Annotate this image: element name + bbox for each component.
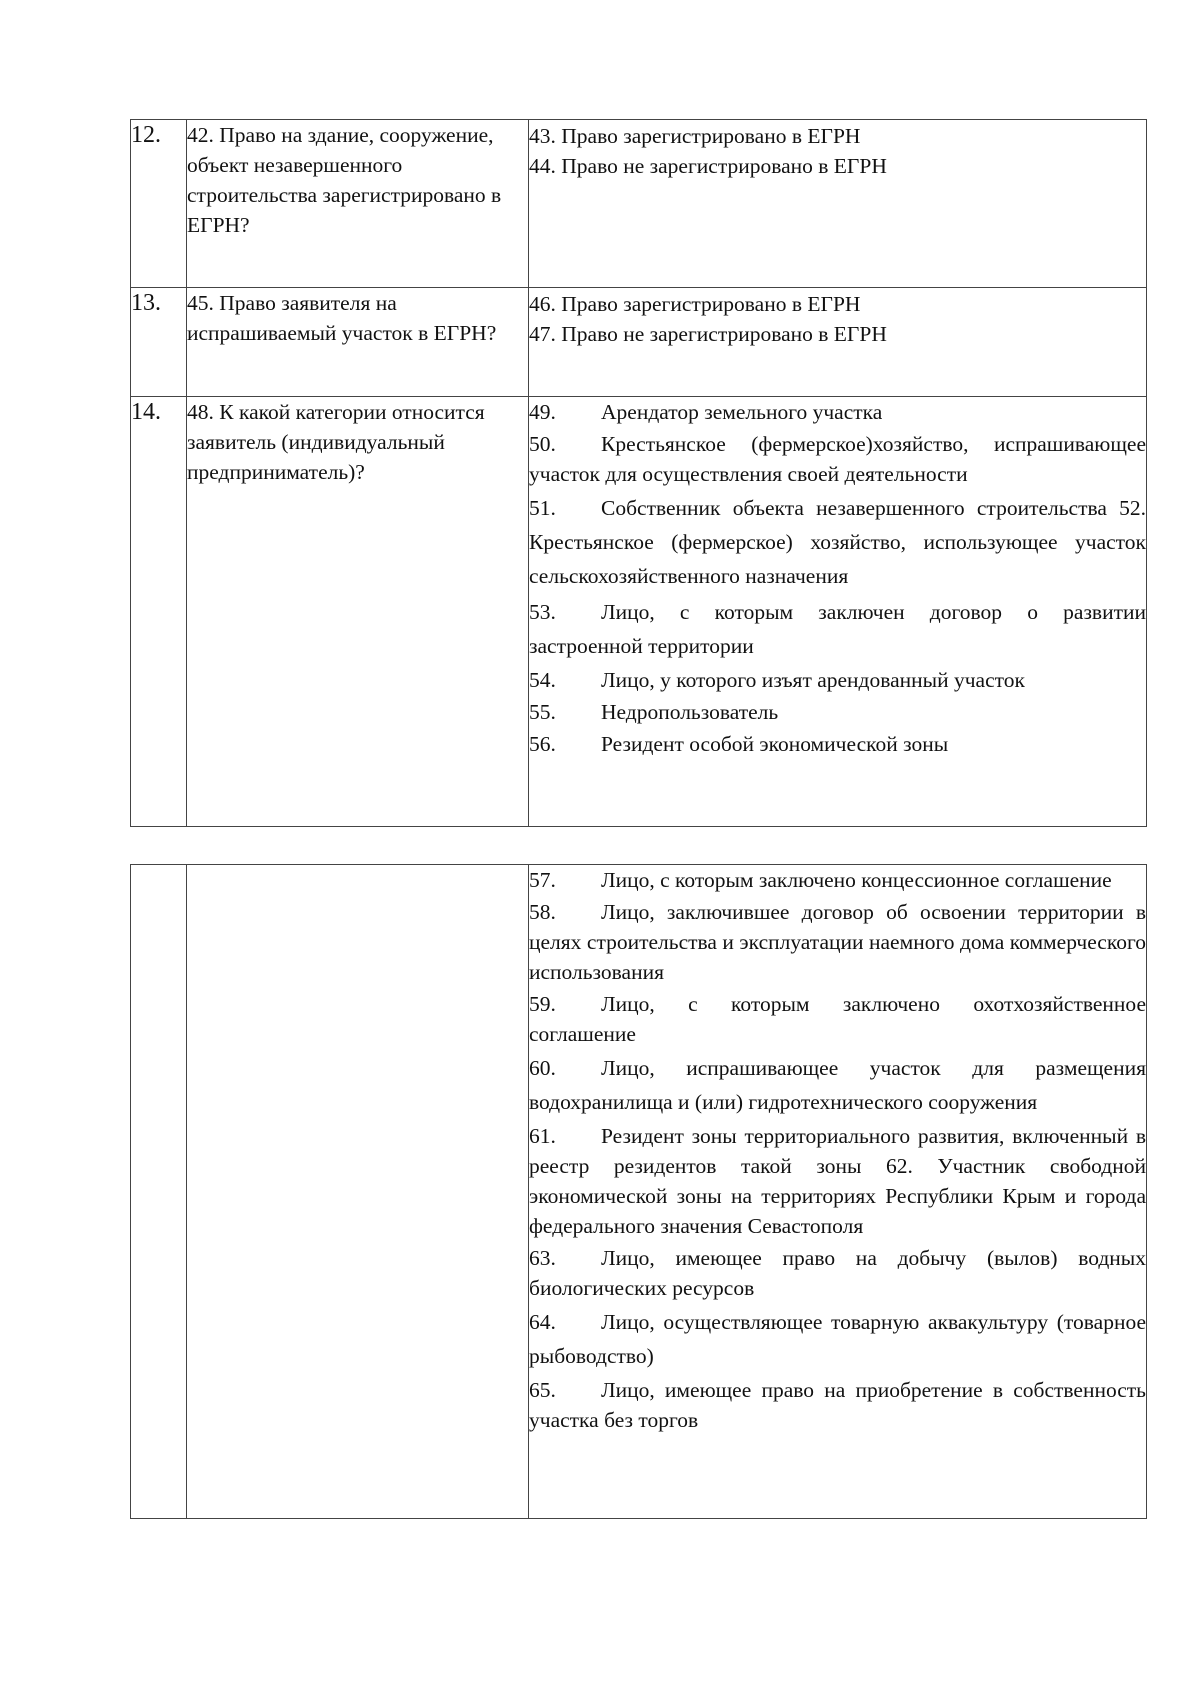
question-cell	[187, 865, 529, 1519]
option-number: 57.	[529, 868, 556, 892]
option-item	[529, 397, 1146, 427]
option-text: Резидент особой экономической зоны	[601, 732, 949, 756]
option-item	[529, 989, 1146, 1049]
option-text: Лицо, заключившее договор об освоении территории в целях строительства и эксплуатации наемного дома коммерческого использования	[529, 900, 1146, 984]
option-item	[529, 665, 1146, 695]
table-row	[131, 120, 1147, 288]
option-item	[529, 429, 1146, 489]
answer-item: 47. Право не зарегистрировано в ЕГРН	[529, 322, 887, 346]
option-item	[529, 1375, 1146, 1435]
option-text: Лицо, испрашивающее участок для размещения водохранилища и (или) гидротехнического сооружения	[529, 1056, 1146, 1114]
answers-cell	[529, 120, 1147, 288]
question-cell: 48. К какой категории относится заявитель (индивидуальный предприниматель)?	[187, 397, 529, 827]
table-row	[131, 288, 1147, 397]
option-number: 64.	[529, 1310, 556, 1334]
option-text: Лицо, имеющее право на приобретение в собственность участка без торгов	[529, 1378, 1146, 1432]
option-item	[529, 697, 1146, 727]
option-number: 53.	[529, 600, 556, 624]
option-number: 63.	[529, 1246, 556, 1270]
option-item	[529, 1305, 1146, 1373]
option-item	[529, 1121, 1146, 1241]
table-row	[131, 397, 1147, 827]
option-text: Арендатор земельного участка	[601, 400, 883, 424]
option-number: 61.	[529, 1124, 556, 1148]
table-row	[131, 865, 1147, 1519]
option-item	[529, 1051, 1146, 1119]
row-number: 13.	[131, 288, 187, 397]
option-text: Лицо, имеющее право на добычу (вылов) водных биологических ресурсов	[529, 1246, 1146, 1300]
option-text: Лицо, у которого изъят арендованный участок	[601, 668, 1025, 692]
option-number: 51.	[529, 496, 556, 520]
options-cell	[529, 397, 1147, 827]
options-cell	[529, 865, 1147, 1519]
option-text: Недропользователь	[601, 700, 779, 724]
option-item	[529, 595, 1146, 663]
criteria-table-continued	[130, 864, 1147, 1519]
option-number: 55.	[529, 700, 556, 724]
criteria-table	[130, 119, 1147, 827]
option-text: Крестьянское (фермерское)хозяйство, испрашивающее участок для осуществления своей деятельности	[529, 432, 1146, 486]
option-item	[529, 491, 1146, 593]
option-number: 65.	[529, 1378, 556, 1402]
answers-cell	[529, 288, 1147, 397]
option-text: Лицо, с которым заключен договор о развитии застроенной территории	[529, 600, 1146, 658]
row-number	[131, 865, 187, 1519]
option-text: Лицо, с которым заключено концессионное соглашение	[601, 868, 1112, 892]
option-text: Собственник объекта незавершенного строительства 52. Крестьянское (фермерское) хозяйство, использующее участок сельскохозяйственного назначения	[529, 496, 1146, 588]
option-item	[529, 865, 1146, 895]
option-text: Лицо, осуществляющее товарную аквакультуру (товарное рыбоводство)	[529, 1310, 1146, 1368]
option-number: 54.	[529, 668, 556, 692]
option-number: 58.	[529, 900, 556, 924]
option-number: 59.	[529, 992, 556, 1016]
question-cell: 42. Право на здание, сооружение, объект незавершенного строительства зарегистрировано в ЕГРН?	[187, 120, 529, 288]
option-item	[529, 729, 1146, 759]
option-number: 60.	[529, 1056, 556, 1080]
question-cell: 45. Право заявителя на испрашиваемый участок в ЕГРН?	[187, 288, 529, 397]
row-number: 14.	[131, 397, 187, 827]
option-text: Лицо, с которым заключено охотхозяйственное соглашение	[529, 992, 1146, 1046]
answer-item: 44. Право не зарегистрировано в ЕГРН	[529, 154, 887, 178]
option-number: 56.	[529, 732, 556, 756]
option-item	[529, 897, 1146, 987]
option-number: 50.	[529, 432, 556, 456]
option-number: 49.	[529, 400, 556, 424]
option-item	[529, 1243, 1146, 1303]
answer-item: 43. Право зарегистрировано в ЕГРН	[529, 124, 861, 148]
row-number: 12.	[131, 120, 187, 288]
option-text: Резидент зоны территориального развития, включенный в реестр резидентов такой зоны 62. Участник свободной экономической зоны на территориях Республики Крым и города федерального значения Севастополя	[529, 1124, 1146, 1238]
answer-item: 46. Право зарегистрировано в ЕГРН	[529, 292, 861, 316]
